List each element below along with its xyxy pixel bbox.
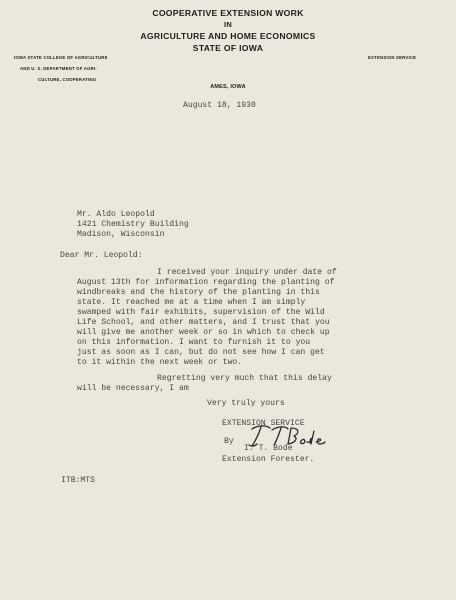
body-line: just as soon as I can, but do not see how I can get	[77, 348, 325, 357]
body-line: August 13th for information regarding the planting of	[77, 278, 335, 287]
recipient-city-line: Madison, Wisconsin	[77, 230, 165, 239]
recipient-name: Mr. Aldo Leopold	[77, 210, 155, 219]
body-line: state. It reached me at a time when I am simply	[77, 298, 306, 307]
body-line: I received your inquiry under date of	[157, 268, 337, 277]
signature-org: EXTENSION SERVICE	[222, 419, 305, 428]
letterhead-usda: AND U. S. DEPARTMENT OF AGRI-	[20, 66, 97, 71]
letterhead-college: IOWA STATE COLLEGE OF AGRICULTURE	[14, 55, 108, 60]
body-line: on this information. I want to furnish it to you	[77, 338, 311, 347]
body-line: windbreaks and the history of the planting in this	[77, 288, 320, 297]
letter-date: August 18, 1930	[183, 101, 256, 110]
letterhead-state: STATE OF IOWA	[192, 43, 264, 53]
body-line: swamped with fair exhibits, supervision of the Wild	[77, 308, 325, 317]
body-line: will be necessary, I am	[77, 384, 189, 393]
closing: Very truly yours	[207, 399, 285, 408]
letterhead-cooperating: CULTURE, COOPERATING	[38, 77, 97, 82]
salutation: Dear Mr. Leopold:	[60, 251, 143, 260]
recipient-address-line: 1421 Chemistry Building	[77, 220, 189, 229]
letterhead-title: COOPERATIVE EXTENSION WORK	[152, 8, 304, 18]
body-line: will give me another week or so in which to check up	[77, 328, 330, 337]
signature-by: By	[224, 437, 234, 446]
letterhead-subtitle: AGRICULTURE AND HOME ECONOMICS	[140, 31, 316, 41]
body-line: Regretting very much that this delay	[157, 374, 332, 383]
signer-name: I. T. Bode	[244, 444, 293, 453]
letterhead-city: AMES, IOWA	[210, 84, 246, 90]
typist-initials: ITB:MTS	[61, 476, 95, 485]
signer-title: Extension Forester.	[222, 455, 315, 464]
letterhead-in: IN	[223, 20, 233, 29]
letterhead-extension-service: EXTENSION SERVICE	[368, 55, 417, 60]
body-line: Life School, and other matters, and I trust that you	[77, 318, 330, 327]
body-line: to it within the next week or two.	[77, 358, 243, 367]
